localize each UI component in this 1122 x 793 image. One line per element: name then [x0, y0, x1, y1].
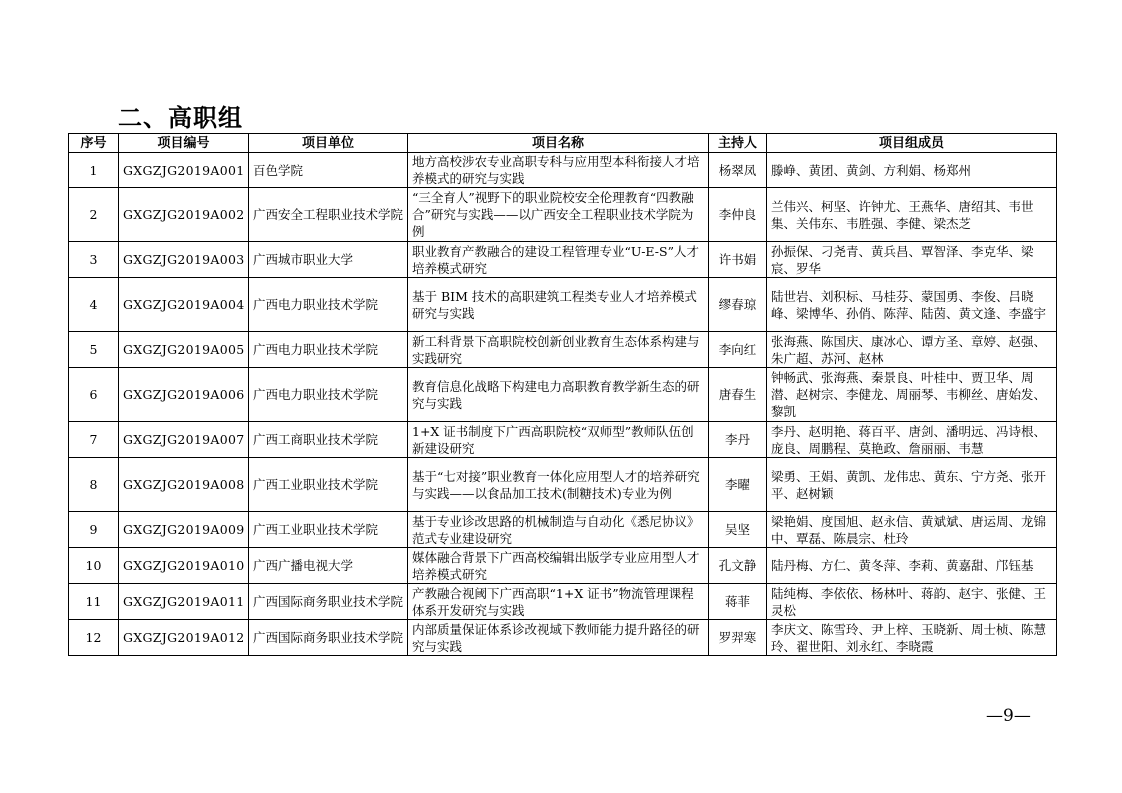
row-index: 12: [69, 620, 119, 656]
project-code: GXGZJG2019A009: [119, 512, 249, 548]
project-leader: 唐春生: [709, 368, 767, 422]
page-number: —9—: [986, 706, 1031, 726]
table-row: [69, 242, 1057, 278]
project-name: 地方高校涉农专业高职专科与应用型本科衔接人才培养模式的研究与实践: [408, 153, 709, 188]
table-row: [69, 620, 1057, 656]
project-table: [68, 133, 1057, 656]
project-members: 张海燕、陈国庆、康冰心、谭方圣、章婷、赵强、朱广超、苏河、赵林: [767, 332, 1057, 368]
column-header: 项目编号: [119, 134, 249, 153]
row-index: 2: [69, 188, 119, 242]
project-name: 新工科背景下高职院校创新创业教育生态体系构建与实践研究: [408, 332, 709, 368]
row-index: 1: [69, 153, 119, 188]
project-code: GXGZJG2019A006: [119, 368, 249, 422]
row-index: 10: [69, 548, 119, 584]
project-code: GXGZJG2019A001: [119, 153, 249, 188]
section-title: 二、高职组: [118, 104, 243, 132]
row-index: 5: [69, 332, 119, 368]
project-name: 教育信息化战略下构建电力高职教育教学新生态的研究与实践: [408, 368, 709, 422]
row-index: 11: [69, 584, 119, 620]
project-unit: 广西安全工程职业技术学院: [249, 188, 408, 242]
project-members: 钟畅武、张海燕、秦景良、叶桂中、贾卫华、周潜、赵树宗、李健龙、周丽琴、韦柳丝、唐始发、黎凯: [767, 368, 1057, 422]
table-row: [69, 512, 1057, 548]
column-header: 项目单位: [249, 134, 408, 153]
project-unit: 广西工业职业技术学院: [249, 512, 408, 548]
table-row: [69, 368, 1057, 422]
project-leader: 杨翠凤: [709, 153, 767, 188]
row-index: 6: [69, 368, 119, 422]
project-members: 陆丹梅、方仁、黄冬萍、李莉、黄嘉甜、邝钰基: [767, 548, 1057, 584]
column-header: 主持人: [709, 134, 767, 153]
project-name: 基于 BIM 技术的高职建筑工程类专业人才培养模式研究与实践: [408, 278, 709, 332]
project-leader: 孔文静: [709, 548, 767, 584]
project-leader: 李曜: [709, 458, 767, 512]
project-name: 媒体融合背景下广西高校编辑出版学专业应用型人才培养模式研究: [408, 548, 709, 584]
table-row: [69, 584, 1057, 620]
project-code: GXGZJG2019A002: [119, 188, 249, 242]
project-name: 1+X 证书制度下广西高职院校“双师型”教师队伍创新建设研究: [408, 422, 709, 458]
column-header: 序号: [69, 134, 119, 153]
table-row: [69, 458, 1057, 512]
table-body: [69, 153, 1057, 656]
project-members: 李丹、赵明艳、蒋百平、唐剑、潘明远、冯诗根、庞良、周鹏程、莫艳政、詹丽丽、韦慧: [767, 422, 1057, 458]
project-leader: 许书娟: [709, 242, 767, 278]
project-leader: 李仲良: [709, 188, 767, 242]
project-name: “三全育人”视野下的职业院校安全伦理教育“四教融合”研究与实践——以广西安全工程职业技术学院为例: [408, 188, 709, 242]
project-code: GXGZJG2019A005: [119, 332, 249, 368]
project-leader: 李丹: [709, 422, 767, 458]
project-members: 李庆文、陈雪玲、尹上梓、玉晓新、周士桢、陈慧玲、翟世阳、刘永红、李晓霞: [767, 620, 1057, 656]
project-members: 孙振保、刁尧青、黄兵昌、覃智泽、李克华、梁宸、罗华: [767, 242, 1057, 278]
project-name: 产教融合视阈下广西高职“1+X 证书”物流管理课程体系开发研究与实践: [408, 584, 709, 620]
row-index: 3: [69, 242, 119, 278]
project-members: 滕峥、黄团、黄剑、方利娟、杨郑州: [767, 153, 1057, 188]
project-leader: 蒋菲: [709, 584, 767, 620]
project-leader: 缪春琼: [709, 278, 767, 332]
project-leader: 罗羿寒: [709, 620, 767, 656]
project-unit: 广西城市职业大学: [249, 242, 408, 278]
row-index: 9: [69, 512, 119, 548]
table-row: [69, 422, 1057, 458]
project-unit: 广西电力职业技术学院: [249, 278, 408, 332]
table-row: [69, 332, 1057, 368]
project-members: 陆纯梅、李依依、杨林叶、蒋韵、赵宇、张健、王灵松: [767, 584, 1057, 620]
project-unit: 广西工业职业技术学院: [249, 458, 408, 512]
row-index: 4: [69, 278, 119, 332]
table-row: [69, 153, 1057, 188]
table-row: [69, 548, 1057, 584]
project-name: 内部质量保证体系诊改视域下教师能力提升路径的研究与实践: [408, 620, 709, 656]
column-header: 项目名称: [408, 134, 709, 153]
project-unit: 广西工商职业技术学院: [249, 422, 408, 458]
project-leader: 吴坚: [709, 512, 767, 548]
project-code: GXGZJG2019A004: [119, 278, 249, 332]
project-code: GXGZJG2019A012: [119, 620, 249, 656]
project-code: GXGZJG2019A007: [119, 422, 249, 458]
row-index: 7: [69, 422, 119, 458]
table-row: [69, 278, 1057, 332]
project-members: 梁勇、王娟、黄凯、龙伟忠、黄东、宁方尧、张开平、赵树颖: [767, 458, 1057, 512]
project-name: 基于专业诊改思路的机械制造与自动化《悉尼协议》范式专业建设研究: [408, 512, 709, 548]
project-name: 基于“七对接”职业教育一体化应用型人才的培养研究与实践——以食品加工技术(制糖技术)专业为例: [408, 458, 709, 512]
project-unit: 广西电力职业技术学院: [249, 332, 408, 368]
project-unit: 广西广播电视大学: [249, 548, 408, 584]
row-index: 8: [69, 458, 119, 512]
project-members: 陆世岩、刘积标、马桂芬、蒙国勇、李俊、吕晓峰、梁博华、孙俏、陈萍、陆茵、黄文逢、李盛宇: [767, 278, 1057, 332]
project-name: 职业教育产教融合的建设工程管理专业“U-E-S”人才培养模式研究: [408, 242, 709, 278]
project-code: GXGZJG2019A003: [119, 242, 249, 278]
project-code: GXGZJG2019A008: [119, 458, 249, 512]
project-unit: 广西国际商务职业技术学院: [249, 620, 408, 656]
project-unit: 广西电力职业技术学院: [249, 368, 408, 422]
project-members: 兰伟兴、柯坚、许钟尤、王燕华、唐绍其、韦世集、关伟东、韦胜强、李健、梁杰芝: [767, 188, 1057, 242]
table-header: [69, 134, 1057, 153]
column-header: 项目组成员: [767, 134, 1057, 153]
header-row: [69, 134, 1057, 153]
project-unit: 百色学院: [249, 153, 408, 188]
project-leader: 李向红: [709, 332, 767, 368]
project-unit: 广西国际商务职业技术学院: [249, 584, 408, 620]
table-row: [69, 188, 1057, 242]
project-code: GXGZJG2019A011: [119, 584, 249, 620]
project-code: GXGZJG2019A010: [119, 548, 249, 584]
project-members: 梁艳娟、度国旭、赵永信、黄斌斌、唐运周、龙锦中、覃磊、陈晨宗、杜玲: [767, 512, 1057, 548]
